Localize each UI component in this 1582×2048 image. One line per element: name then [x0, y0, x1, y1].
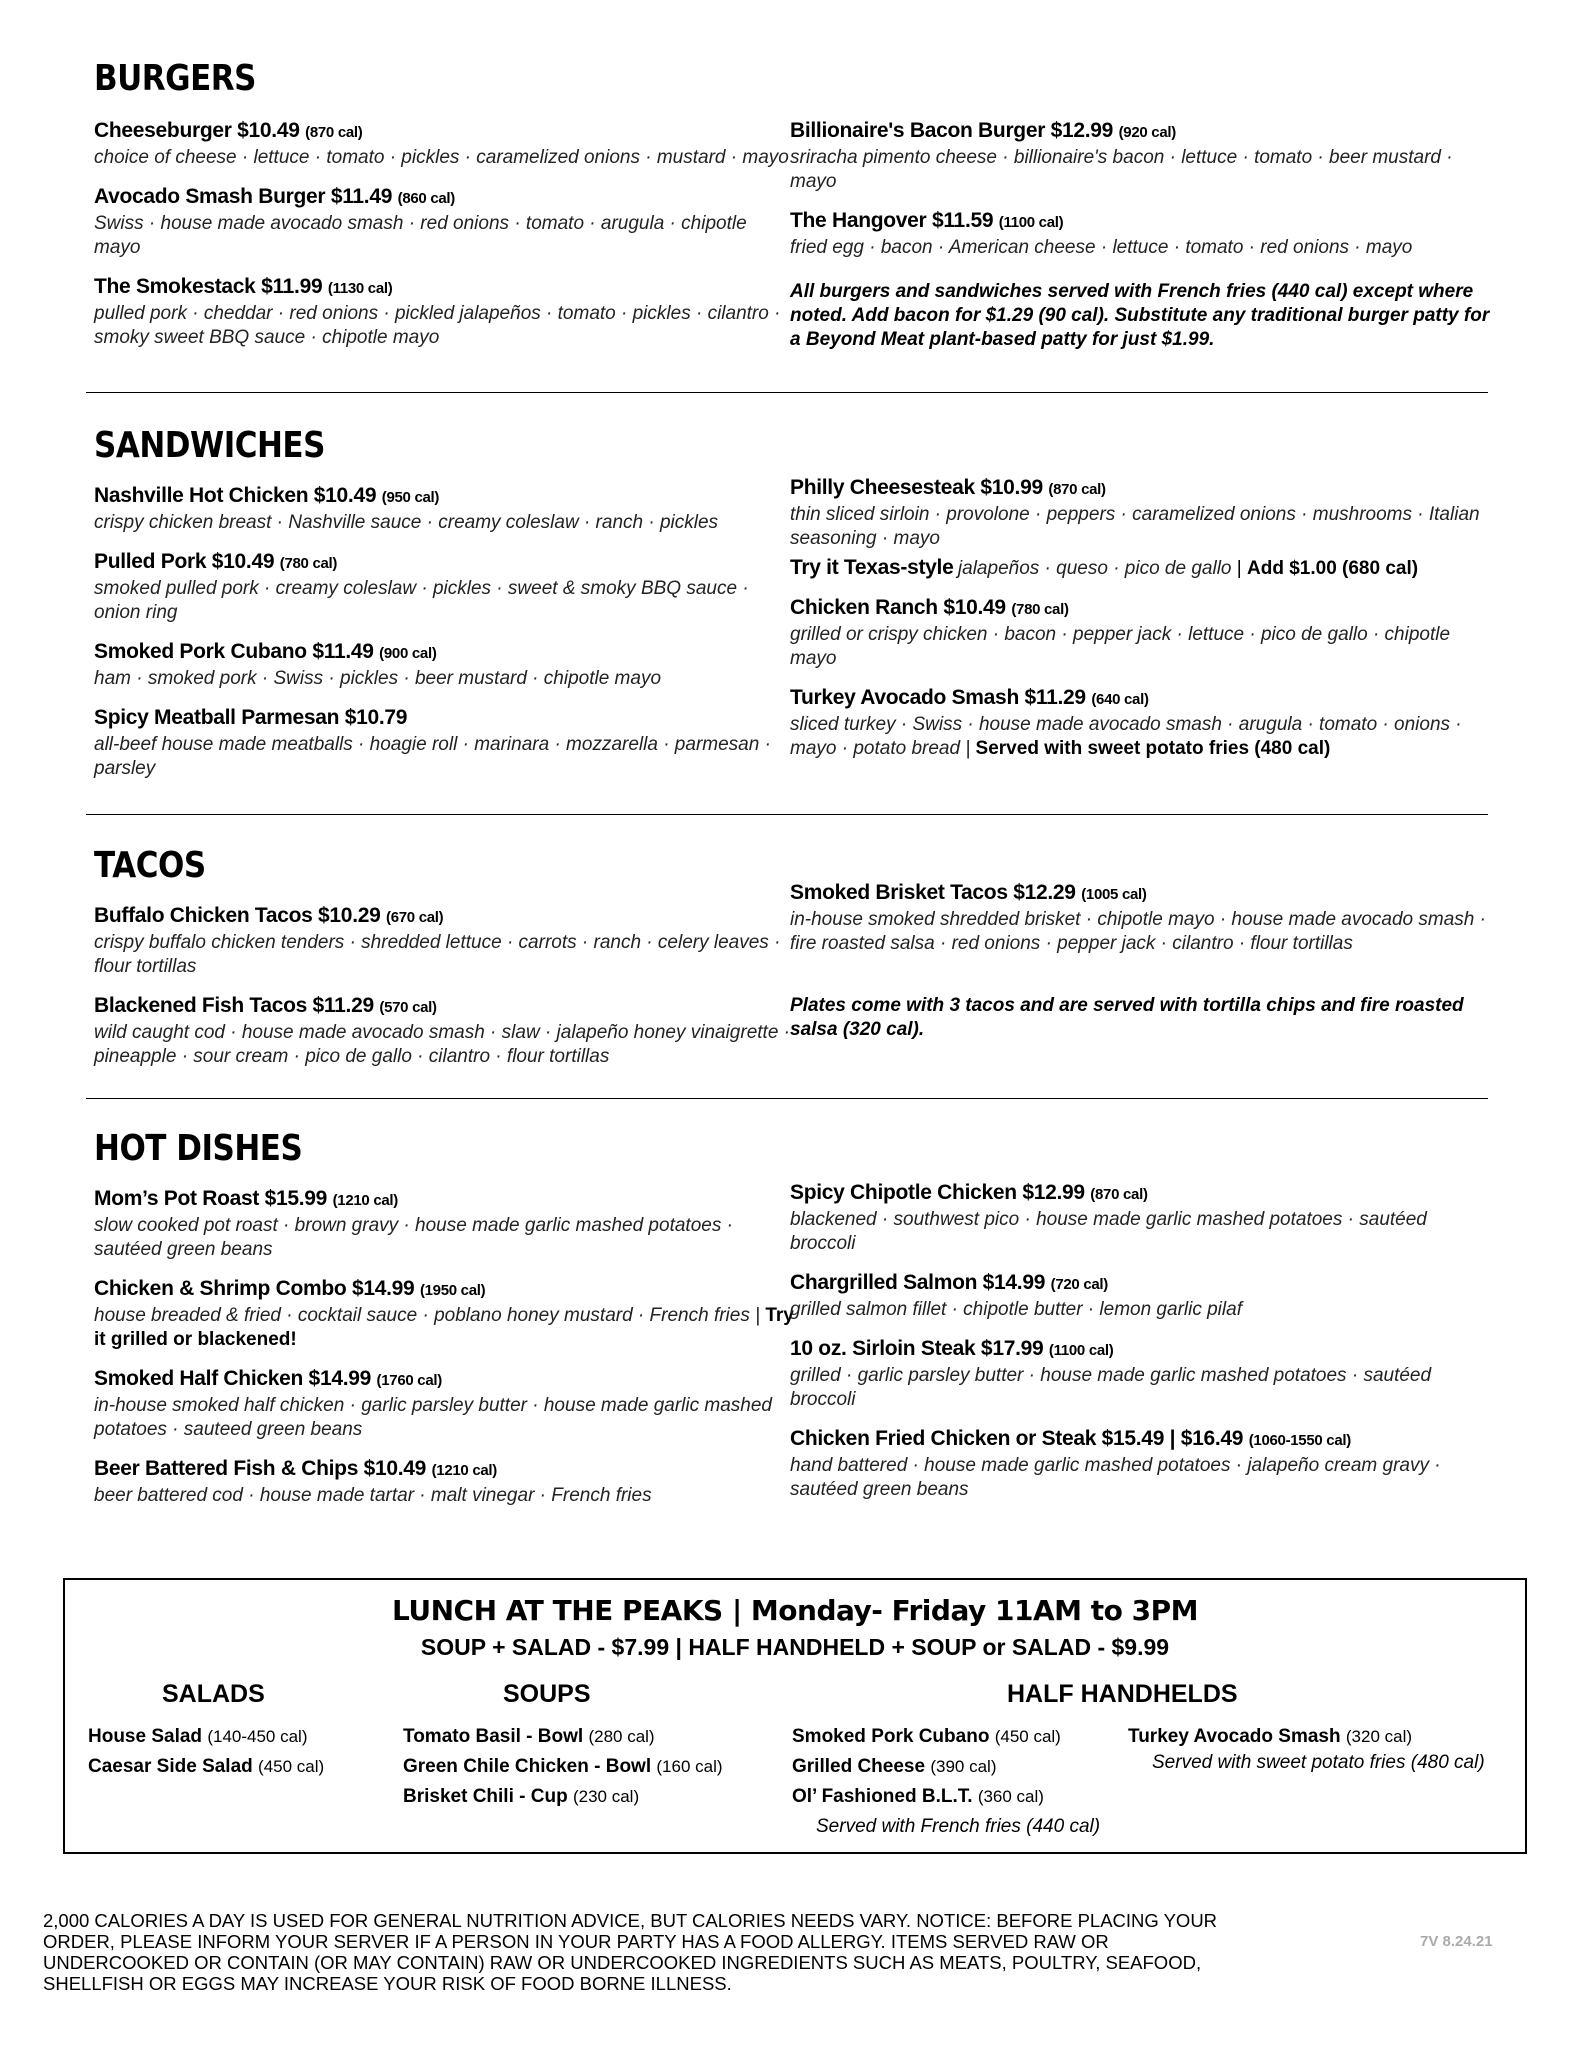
list-item — [792, 1752, 1100, 1782]
item-name: Chicken Ranch $10.49 — [790, 596, 1006, 619]
item-name: Mom’s Pot Roast $15.99 — [94, 1187, 328, 1210]
menu-item — [94, 1186, 794, 1262]
item-calories: (1760 cal) — [376, 1372, 442, 1389]
menu-item — [94, 483, 794, 535]
item-calories: (640 cal) — [1091, 691, 1149, 708]
tacos-left-column — [94, 903, 794, 1083]
separator: | — [1231, 558, 1247, 579]
item-calories: (870 cal) — [1048, 481, 1106, 498]
menu-item — [790, 1426, 1490, 1502]
item-calories: (1100 cal) — [998, 214, 1064, 231]
handhelds-side-note: Served with sweet potato fries (480 cal) — [1152, 1752, 1485, 1773]
item-description: fried egg · bacon · American cheese · lettuce · tomato · red onions · mayo — [790, 237, 1413, 258]
item-description: wild caught cod · house made avocado smash · slaw · jalapeño honey vinaigrette · pineapple · sour cream · pico de gallo · cilantro · flour tortillas — [94, 1022, 790, 1067]
item-name: Smoked Half Chicken $14.99 — [94, 1367, 371, 1390]
item-description: sliced turkey · Swiss · house made avocado smash · arugula · tomato · onions · mayo · potato bread | — [790, 714, 1462, 759]
item-description: in-house smoked shredded brisket · chipotle mayo · house made avocado smash · fire roasted salsa · red onions · pepper jack · cilantro · flour tortillas — [790, 909, 1486, 954]
item-name: Spicy Chipotle Chicken $12.99 — [790, 1181, 1085, 1204]
sandwiches-left-column — [94, 483, 794, 795]
menu-item — [94, 639, 794, 691]
handhelds-side-note: Served with French fries (440 cal) — [816, 1816, 1101, 1837]
menu-item — [94, 1366, 794, 1442]
sandwiches-title: SANDWICHES — [94, 425, 325, 467]
item-name: House Salad — [88, 1726, 203, 1747]
food-safety-disclaimer: 2,000 CALORIES A DAY IS USED FOR GENERAL NUTRITION ADVICE, BUT CALORIES NEEDS VARY. NOTICE: BEFORE PLACING YOUR ORDER, PLEASE INFORM YOUR SERVER IF A PERSON IN YOUR PARTY HAS A FOOD ALLERGY. ITEMS SERVED RAW OR UNDERCOOKED OR CONTAIN (OR MAY CONTAIN) RAW OR UNDERCOOKED INGREDIENTS SUCH AS MEATS, POULTRY, SEAFOOD, SHELLFISH OR EGGS MAY INCREASE YOUR RISK OF FOOD BORNE ILLNESS. — [43, 1910, 1218, 1994]
item-description: house breaded & fried · cocktail sauce · poblano honey mustard · French fries | — [94, 1305, 766, 1326]
burgers-note: All burgers and sandwiches served with French fries (440 cal) except where noted. Add bacon for $1.29 (90 cal). Substitute any traditional burger patty for a Beyond Meat plant-based patty for just $1.99. — [790, 281, 1490, 350]
salads-heading: SALADS — [162, 1680, 265, 1708]
item-description: hand battered · house made garlic mashed potatoes · jalapeño cream gravy · sautéed green beans — [790, 1455, 1441, 1500]
item-name: Pulled Pork $10.49 — [94, 550, 275, 573]
item-description: grilled · garlic parsley butter · house made garlic mashed potatoes · sautéed broccoli — [790, 1365, 1432, 1410]
item-calories: (360 cal) — [977, 1787, 1044, 1806]
menu-item — [790, 880, 1490, 956]
item-description: grilled salmon fillet · chipotle butter · lemon garlic pilaf — [790, 1299, 1242, 1320]
item-calories: (450 cal) — [994, 1727, 1061, 1746]
list-item — [403, 1722, 723, 1752]
item-description: beer battered cod · house made tartar · malt vinegar · French fries — [94, 1485, 652, 1506]
hot-dishes-right-column — [790, 1180, 1490, 1516]
menu-item — [94, 705, 794, 781]
menu-item — [790, 685, 1490, 761]
menu-item — [94, 1456, 794, 1508]
item-name: Turkey Avocado Smash $11.29 — [790, 686, 1086, 709]
item-name: Caesar Side Salad — [88, 1756, 253, 1777]
item-calories: (1210 cal) — [332, 1192, 398, 1209]
item-name: Smoked Pork Cubano $11.49 — [94, 640, 374, 663]
salads-list — [88, 1722, 324, 1782]
item-calories: (1130 cal) — [327, 280, 393, 297]
lunch-special-box — [63, 1578, 1527, 1854]
item-description: all-beef house made meatballs · hoagie roll · marinara · mozzarella · parmesan · parsley — [94, 734, 771, 779]
section-divider — [86, 814, 1488, 815]
item-name: Nashville Hot Chicken $10.49 — [94, 484, 377, 507]
half-handhelds-heading: HALF HANDHELDS — [1007, 1680, 1238, 1708]
item-name: The Smokestack $11.99 — [94, 275, 323, 298]
menu-item — [94, 1276, 794, 1352]
menu-item — [790, 595, 1490, 671]
menu-item — [94, 993, 794, 1069]
list-item — [1128, 1722, 1485, 1752]
burgers-title: BURGERS — [94, 58, 256, 100]
item-description: in-house smoked half chicken · garlic parsley butter · house made garlic mashed potatoes · sauteed green beans — [94, 1395, 772, 1440]
item-side-note: Try it grilled or blackened! — [94, 1305, 794, 1350]
item-calories: (320 cal) — [1345, 1727, 1413, 1746]
menu-item — [790, 208, 1490, 260]
item-name: The Hangover $11.59 — [790, 209, 994, 232]
item-name: Smoked Pork Cubano — [792, 1726, 990, 1747]
item-calories: (1100 cal) — [1048, 1342, 1114, 1359]
burgers-left-column — [94, 118, 794, 364]
item-description: sriracha pimento cheese · billionaire's bacon · lettuce · tomato · beer mustard · mayo — [790, 147, 1453, 192]
item-calories: (860 cal) — [397, 190, 455, 207]
menu-item — [94, 903, 794, 979]
texas-style-price: Add $1.00 (680 cal) — [1247, 558, 1419, 579]
item-name: Brisket Chili - Cup — [403, 1786, 568, 1807]
item-description: ham · smoked pork · Swiss · pickles · beer mustard · chipotle mayo — [94, 668, 662, 689]
item-name: Tomato Basil - Bowl — [403, 1726, 584, 1747]
item-name: Ol’ Fashioned B.L.T. — [792, 1786, 973, 1807]
menu-item — [790, 1270, 1490, 1322]
burgers-right-column — [790, 118, 1490, 352]
item-description: thin sliced sirloin · provolone · peppers · caramelized onions · mushrooms · Italian seasoning · mayo — [790, 504, 1480, 549]
soups-heading: SOUPS — [503, 1680, 591, 1708]
item-name: Try it Texas-style — [790, 556, 954, 579]
soups-list — [403, 1722, 723, 1812]
item-name: Chargrilled Salmon $14.99 — [790, 1271, 1046, 1294]
tacos-right-column — [790, 880, 1490, 1042]
item-description: smoked pulled pork · creamy coleslaw · pickles · sweet & smoky BBQ sauce · onion ring — [94, 578, 749, 623]
menu-item — [94, 184, 794, 260]
item-calories: (900 cal) — [379, 645, 437, 662]
item-side-note: Served with sweet potato fries (480 cal) — [975, 738, 1331, 759]
item-calories: (450 cal) — [258, 1757, 325, 1776]
item-name: Billionaire's Bacon Burger $12.99 — [790, 119, 1114, 142]
sandwiches-right-column — [790, 475, 1490, 775]
item-description: grilled or crispy chicken · bacon · pepper jack · lettuce · pico de gallo · chipotle mayo — [790, 624, 1451, 669]
list-item — [88, 1722, 324, 1752]
item-description: crispy chicken breast · Nashville sauce · creamy coleslaw · ranch · pickles — [94, 512, 719, 533]
lunch-subtitle: SOUP + SALAD - $7.99 | HALF HANDHELD + SOUP or SALAD - $9.99 — [420, 1634, 1170, 1660]
menu-item — [790, 1336, 1490, 1412]
item-calories: (280 cal) — [588, 1727, 655, 1746]
item-name: Buffalo Chicken Tacos $10.29 — [94, 904, 381, 927]
item-calories: (780 cal) — [279, 555, 338, 572]
item-name: Green Chile Chicken - Bowl — [403, 1756, 652, 1777]
item-description: pulled pork · cheddar · red onions · pickled jalapeños · tomato · pickles · cilantro · smoky sweet BBQ sauce · chipotle mayo — [94, 303, 781, 348]
hot-dishes-left-column — [94, 1186, 794, 1522]
menu-item — [790, 1180, 1490, 1256]
section-divider — [86, 1098, 1488, 1099]
item-calories: (1060-1550 cal) — [1248, 1432, 1351, 1449]
item-name: Grilled Cheese — [792, 1756, 926, 1777]
item-name: 10 oz. Sirloin Steak $17.99 — [790, 1337, 1044, 1360]
item-name: Smoked Brisket Tacos $12.29 — [790, 881, 1076, 904]
list-item — [792, 1782, 1100, 1812]
menu-item — [94, 118, 794, 170]
texas-style-option — [790, 555, 1490, 581]
lunch-title: LUNCH AT THE PEAKS | Monday- Friday 11AM to 3PM — [392, 1594, 1198, 1627]
version-code: 7V 8.24.21 — [1420, 1933, 1493, 1950]
item-description: Swiss · house made avocado smash · red onions · tomato · arugula · chipotle mayo — [94, 213, 747, 258]
item-calories: (670 cal) — [386, 909, 444, 926]
item-calories: (720 cal) — [1050, 1276, 1108, 1293]
item-name: Philly Cheesesteak $10.99 — [790, 476, 1043, 499]
item-calories: (1210 cal) — [431, 1462, 497, 1479]
item-name: Cheeseburger $10.49 — [94, 119, 300, 142]
item-calories: (870 cal) — [305, 124, 363, 141]
item-calories: (570 cal) — [379, 999, 437, 1016]
half-handhelds-list-a — [792, 1722, 1100, 1842]
item-description: crispy buffalo chicken tenders · shredded lettuce · carrots · ranch · celery leaves · flour tortillas — [94, 932, 781, 977]
item-calories: (1950 cal) — [419, 1282, 486, 1299]
menu-item — [94, 549, 794, 625]
list-item — [403, 1782, 723, 1812]
item-description: slow cooked pot roast · brown gravy · house made garlic mashed potatoes · sautéed green beans — [94, 1215, 733, 1260]
item-description: jalapeños · queso · pico de gallo — [957, 558, 1232, 579]
item-calories: (780 cal) — [1011, 601, 1069, 618]
list-item — [88, 1752, 324, 1782]
item-calories: (230 cal) — [572, 1787, 640, 1806]
item-calories: (920 cal) — [1118, 124, 1176, 141]
item-name: Chicken & Shrimp Combo $14.99 — [94, 1277, 415, 1300]
hot-dishes-title: HOT DISHES — [94, 1128, 303, 1170]
tacos-note: Plates come with 3 tacos and are served with tortilla chips and fire roasted salsa (320 cal). — [790, 995, 1464, 1040]
item-calories: (140-450 cal) — [207, 1727, 308, 1746]
item-description: choice of cheese · lettuce · tomato · pickles · caramelized onions · mustard · mayo — [94, 147, 789, 168]
item-calories: (390 cal) — [930, 1757, 997, 1776]
item-name: Beer Battered Fish & Chips $10.49 — [94, 1457, 427, 1480]
list-item — [403, 1752, 723, 1782]
list-item — [792, 1722, 1100, 1752]
half-handhelds-list-b — [1128, 1722, 1485, 1774]
item-calories: (870 cal) — [1090, 1186, 1148, 1203]
item-name: Spicy Meatball Parmesan $10.79 — [94, 706, 408, 729]
tacos-title: TACOS — [94, 845, 206, 887]
item-calories: (950 cal) — [381, 489, 440, 506]
item-calories: (160 cal) — [656, 1757, 723, 1776]
item-name: Turkey Avocado Smash — [1128, 1726, 1341, 1747]
item-name: Chicken Fried Chicken or Steak $15.49 | $16.49 — [790, 1427, 1244, 1450]
item-name: Avocado Smash Burger $11.49 — [94, 185, 393, 208]
section-divider — [86, 392, 1488, 393]
menu-item — [94, 274, 794, 350]
item-calories: (1005 cal) — [1081, 886, 1147, 903]
menu-item — [790, 475, 1490, 551]
menu-item — [790, 118, 1490, 194]
item-name: Blackened Fish Tacos $11.29 — [94, 994, 374, 1017]
item-description: blackened · southwest pico · house made garlic mashed potatoes · sautéed broccoli — [790, 1209, 1427, 1254]
